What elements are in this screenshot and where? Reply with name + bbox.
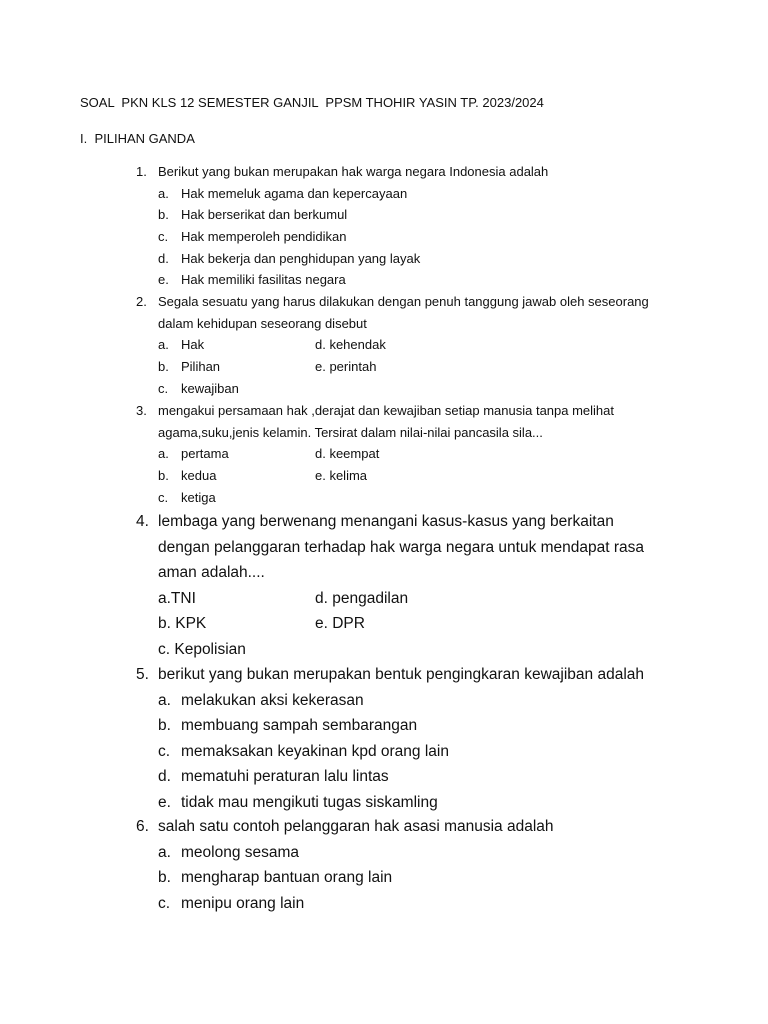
option-a bbox=[136, 840, 696, 866]
option-c bbox=[136, 739, 696, 765]
option-b bbox=[136, 865, 696, 891]
option-letter: c. bbox=[158, 894, 171, 912]
option-letter: a. bbox=[158, 691, 171, 709]
option-b: b. KPK bbox=[158, 615, 207, 633]
section-title: I. PILIHAN GANDA bbox=[80, 131, 195, 146]
option-letter: d. bbox=[158, 250, 169, 266]
option-d: d. kehendak bbox=[315, 337, 386, 353]
option-d: d. keempat bbox=[315, 446, 380, 462]
option-e: e. perintah bbox=[315, 359, 377, 375]
question-text-continued: dengan pelanggaran terhadap hak warga negara untuk mendapat rasa bbox=[158, 538, 645, 556]
option-text: tidak mau mengikuti tugas siskamling bbox=[181, 793, 438, 811]
option-text: Hak memiliki fasilitas negara bbox=[181, 272, 346, 288]
question-5 bbox=[136, 662, 696, 816]
question-text: berikut yang bukan merupakan bentuk pengingkaran kewajiban adalah bbox=[158, 666, 645, 683]
option-letter: b. bbox=[158, 359, 169, 375]
option-d: d. pengadilan bbox=[315, 589, 409, 607]
option-text: memaksakan keyakinan kpd orang lain bbox=[181, 742, 449, 760]
option-letter: b. bbox=[158, 207, 169, 223]
question-text: Berikut yang bukan merupakan hak warga negara Indonesia adalah bbox=[158, 164, 549, 179]
question-number: 1. bbox=[136, 164, 147, 179]
question-number: 6. bbox=[136, 818, 149, 835]
option-b bbox=[136, 204, 696, 226]
question-text: mengakui persamaan hak ,derajat dan kewajiban setiap manusia tanpa melihat bbox=[158, 403, 615, 418]
option-text: pertama bbox=[181, 446, 229, 462]
question-text-continued: aman adalah.... bbox=[158, 564, 265, 582]
option-c bbox=[136, 891, 696, 917]
option-row bbox=[136, 356, 696, 378]
option-letter: c. bbox=[158, 229, 169, 245]
option-b bbox=[136, 713, 696, 739]
option-e: e. DPR bbox=[315, 615, 365, 633]
question-number: 2. bbox=[136, 294, 147, 309]
option-e: e. kelima bbox=[315, 468, 368, 484]
option-d bbox=[136, 248, 696, 270]
question-2 bbox=[136, 291, 696, 399]
option-letter: a. bbox=[158, 843, 171, 861]
option-letter: a. bbox=[158, 337, 169, 353]
option-a: a.TNI bbox=[158, 589, 196, 607]
option-text: Hak bbox=[181, 337, 205, 353]
question-text-continued: agama,suku,jenis kelamin. Tersirat dalam nilai-nilai pancasila sila... bbox=[158, 424, 543, 440]
option-text: meolong sesama bbox=[181, 843, 300, 861]
option-text: Hak berserikat dan berkumul bbox=[181, 207, 348, 223]
option-text: menipu orang lain bbox=[181, 894, 305, 912]
option-letter: c. bbox=[158, 489, 169, 505]
option-letter: a. bbox=[158, 185, 169, 201]
option-letter: c. bbox=[158, 380, 169, 396]
question-number: 5. bbox=[136, 666, 149, 683]
question-text: Segala sesuatu yang harus dilakukan dengan penuh tanggung jawab oleh seseorang bbox=[158, 294, 649, 309]
option-text: mematuhi peraturan lalu lintas bbox=[181, 768, 389, 786]
option-row bbox=[136, 443, 696, 465]
option-row bbox=[136, 611, 696, 637]
option-d bbox=[136, 764, 696, 790]
question-6 bbox=[136, 814, 696, 916]
option-letter: e. bbox=[158, 793, 171, 811]
option-letter: c. bbox=[158, 742, 171, 760]
option-letter: d. bbox=[158, 768, 171, 786]
option-e bbox=[136, 790, 696, 816]
option-row bbox=[136, 586, 696, 612]
option-e bbox=[136, 269, 696, 291]
option-letter: b. bbox=[158, 468, 169, 484]
option-text: Hak memperoleh pendidikan bbox=[181, 229, 347, 245]
option-letter: e. bbox=[158, 272, 169, 288]
option-text: kedua bbox=[181, 468, 217, 484]
option-letter: b. bbox=[158, 869, 171, 887]
option-a bbox=[136, 183, 696, 205]
option-text: Hak bekerja dan penghidupan yang layak bbox=[181, 250, 421, 266]
option-c bbox=[136, 378, 696, 400]
option-a bbox=[136, 688, 696, 714]
question-4 bbox=[136, 509, 696, 663]
option-letter: a. bbox=[158, 446, 169, 462]
option-c: c. Kepolisian bbox=[158, 640, 246, 658]
option-text: kewajiban bbox=[181, 380, 239, 396]
option-text: melakukan aksi kekerasan bbox=[181, 691, 364, 709]
option-row bbox=[136, 465, 696, 487]
question-text: lembaga yang berwenang menangani kasus-kasus yang berkaitan bbox=[158, 513, 614, 530]
option-row bbox=[136, 334, 696, 356]
option-c bbox=[136, 226, 696, 248]
question-number: 3. bbox=[136, 403, 147, 418]
option-text: membuang sampah sembarangan bbox=[181, 717, 418, 735]
option-c bbox=[136, 487, 696, 509]
option-text: mengharap bantuan orang lain bbox=[181, 869, 393, 887]
question-3 bbox=[136, 400, 696, 508]
option-text: Hak memeluk agama dan kepercayaan bbox=[181, 185, 408, 201]
question-1 bbox=[136, 161, 696, 291]
option-text: ketiga bbox=[181, 489, 216, 505]
document-title: SOAL PKN KLS 12 SEMESTER GANJIL PPSM THOHIR YASIN TP. 2023/2024 bbox=[80, 95, 544, 110]
option-text: Pilihan bbox=[181, 359, 221, 375]
question-text-continued: dalam kehidupan seseorang disebut bbox=[158, 315, 367, 331]
question-number: 4. bbox=[136, 513, 149, 530]
question-text: salah satu contoh pelanggaran hak asasi manusia adalah bbox=[158, 818, 554, 835]
option-letter: b. bbox=[158, 717, 171, 735]
